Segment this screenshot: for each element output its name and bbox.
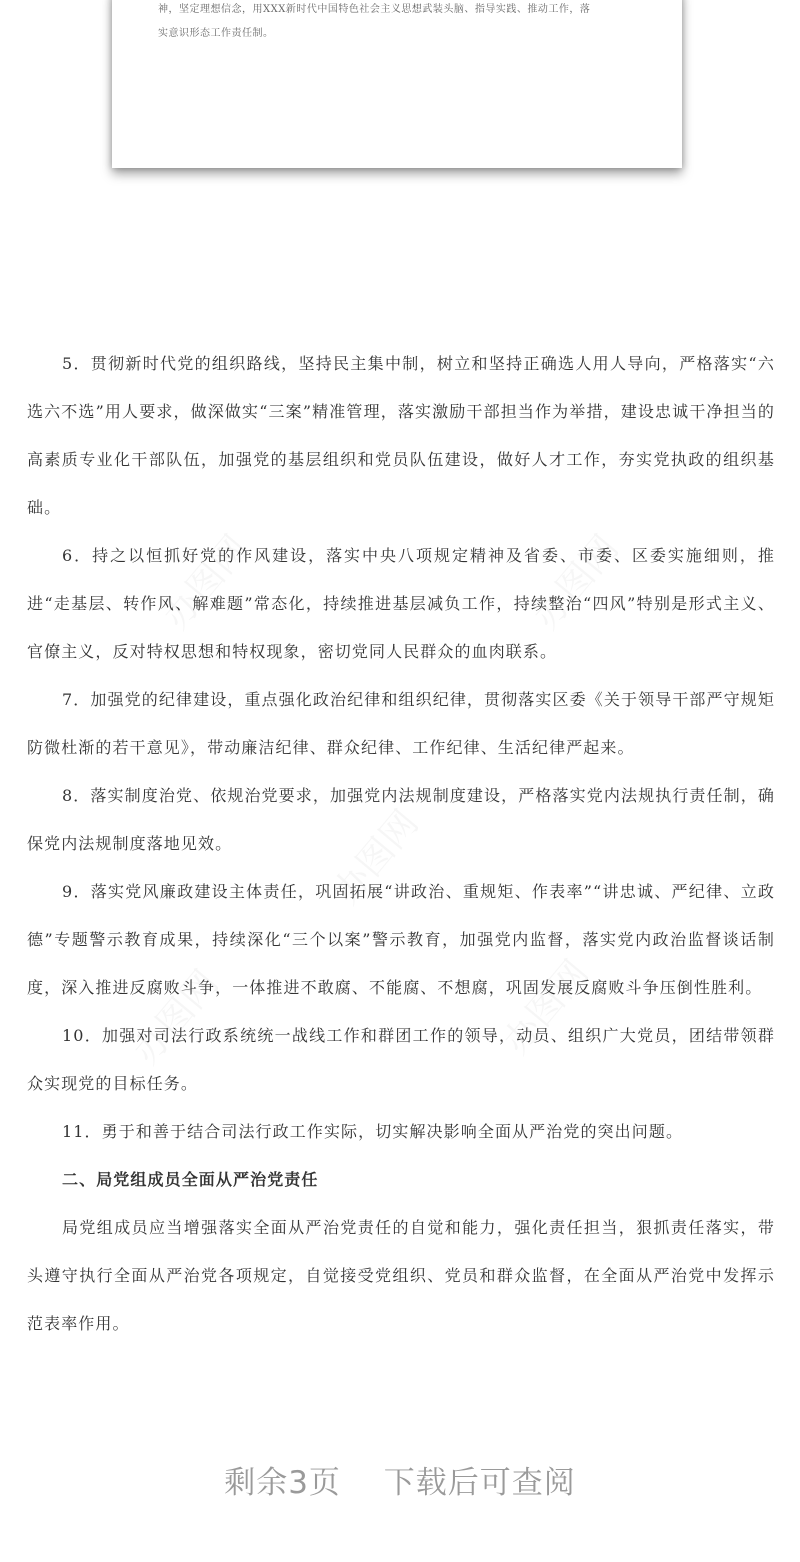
remaining-pages-label: 剩余3页 [224,1465,341,1501]
watermark: 办图网 [325,802,427,912]
paragraph-item-10: 10．加强对司法行政系统统一战线工作和群团工作的领导，动员、组织广大党员，团结带领群众实现党的目标任务。 [27,1026,775,1093]
paragraph-item-6: 6．持之以恒抓好党的作风建设，落实中央八项规定精神及省委、市委、区委实施细则，推进“走基层、转作风、解难题”常态化，持续推进基层减负工作，持续整治“四风”特别是形式主义、官僚主义，反对特权思想和特权现象，密切党同人民群众的血肉联系。 [27,546,775,661]
watermark: 办图网 [495,952,597,1062]
download-to-view-label: 下载后可查阅 [383,1465,576,1501]
document-preview-card [112,0,682,168]
watermark: 办图网 [525,527,627,637]
paragraph-item-11: 11．勇于和善于结合司法行政工作实际，切实解决影响全面从严治党的突出问题。 [62,1122,684,1141]
preview-line: 神，坚定理想信念，用XXX新时代中国特色社会主义思想武装头脑、指导实践、推动工作，落 [158,4,591,15]
paragraph-item-9: 9．落实党风廉政建设主体责任，巩固拓展“讲政治、重规矩、作表率”“讲忠诚、严纪律、立政德”专题警示教育成果，持续深化“三个以案”警示教育，加强党内监督，落实党内政治监督谈话制度，深入推进反腐败斗争，一体推进不敢腐、不能腐、不想腐，巩固发展反腐败斗争压倒性胜利。 [27,882,775,997]
document-body [27,340,775,1348]
preview-line: 实意识形态工作责任制。 [158,28,274,39]
download-prompt[interactable] [0,1457,800,1502]
preview-text [158,0,658,46]
watermark: 办图网 [125,962,227,1072]
section-paragraph: 局党组成员应当增强落实全面从严治党责任的自觉和能力，强化责任担当，狠抓责任落实，带头遵守执行全面从严治党各项规定，自觉接受党组织、党员和群众监督，在全面从严治党中发挥示范表率作用。 [27,1218,775,1333]
paragraph-item-8: 8．落实制度治党、依规治党要求，加强党内法规制度建设，严格落实党内法规执行责任制，确保党内法规制度落地见效。 [27,786,775,853]
paragraph-item-7: 7．加强党的纪律建设，重点强化政治纪律和组织纪律，贯彻落实区委《关于领导干部严守规矩防微杜渐的若干意见》，带动廉洁纪律、群众纪律、工作纪律、生活纪律严起来。 [27,690,775,757]
paragraph-item-5: 5．贯彻新时代党的组织路线，坚持民主集中制，树立和坚持正确选人用人导向，严格落实“六选六不选”用人要求，做深做实“三案”精准管理，落实激励干部担当作为举措，建设忠诚干净担当的高素质专业化干部队伍，加强党的基层组织和党员队伍建设，做好人才工作，夯实党执政的组织基础。 [27,354,775,517]
watermark: 办图网 [155,527,257,637]
section-heading: 二、局党组成员全面从严治党责任 [62,1170,319,1189]
